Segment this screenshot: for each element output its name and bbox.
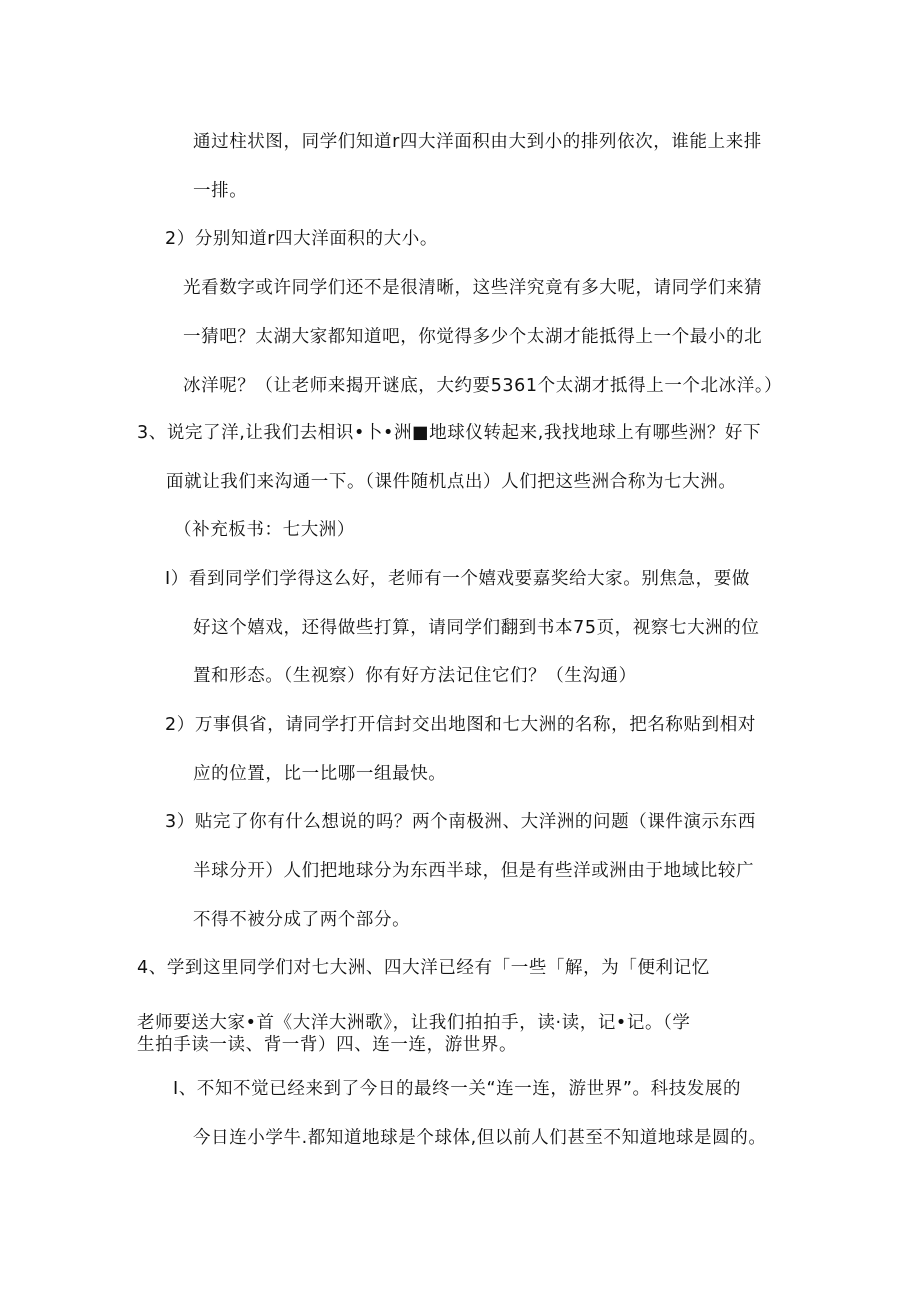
text-line: 面就让我们来沟通一下。（课件随机点出）人们把这些洲合称为七大洲。 bbox=[166, 472, 737, 492]
text-line: 3、说完了洋,让我们去相识•卜•洲■地球仪转起来,我找地球上有哪些洲？好下 bbox=[137, 423, 762, 443]
text-line: 一猜吧？太湖大家都知道吧，你觉得多少个太湖才能抵得上一个最小的北 bbox=[183, 327, 763, 347]
text-line: 不得不被分成了两个部分。 bbox=[193, 910, 411, 930]
text-line: 今日连小学牛.都知道地球是个球体,但以前人们甚至不知道地球是圆的。 bbox=[193, 1128, 767, 1148]
text-line: 2）万事俱省，请同学打开信封交出地图和七大洲的名称，把名称贴到相对 bbox=[165, 715, 756, 735]
text-line: 半球分开）人们把地球分为东西半球，但是有些洋或洲由于地域比较广 bbox=[193, 861, 755, 881]
text-line: 冰洋呢？（让老师来揭开谜底，大约要5361个太湖才抵得上一个北冰洋。） bbox=[183, 376, 783, 396]
text-line: 通过柱状图，同学们知道r四大洋面积由大到小的排列依次，谁能上来排 bbox=[193, 132, 762, 152]
text-line: 3）贴完了你有什么想说的吗？两个南极洲、大洋洲的问题（课件演示东西 bbox=[165, 812, 756, 832]
text-line: （补充板书：七大洲） bbox=[174, 520, 355, 540]
text-line: 2）分别知道r四大洋面积的大小。 bbox=[165, 229, 438, 249]
text-line: 生拍手读一读、背一背）四、连一连，游世界。 bbox=[137, 1035, 518, 1055]
text-line: 老师要送大家•首《大洋大洲歌》，让我们拍拍手，读·读，记•记。（学 bbox=[137, 1013, 691, 1033]
text-line: 应的位置，比一比哪一组最快。 bbox=[193, 764, 447, 784]
text-line: 4、学到这里同学们对七大洲、四大洋已经有「一些「解，为「便利记忆 bbox=[137, 958, 710, 978]
text-line: 光看数字或许同学们还不是很清晰，这些洋究竟有多大呢，请同学们来猜 bbox=[183, 278, 763, 298]
text-line: I）看到同学们学得这么好，老师有一个嬉戏要嘉奖给大家。别焦急，要做 bbox=[165, 569, 750, 589]
text-line: I、不知不觉已经来到了今日的最终一关“连一连，游世界”。科技发展的 bbox=[173, 1079, 742, 1099]
text-line: 置和形态。（生视察）你有好方法记住它们？（生沟通） bbox=[193, 666, 637, 686]
text-line: 一排。 bbox=[193, 181, 248, 201]
text-line: 好这个嬉戏，还得做些打算，请同学们翻到书本75页，视察七大洲的位 bbox=[193, 618, 760, 638]
